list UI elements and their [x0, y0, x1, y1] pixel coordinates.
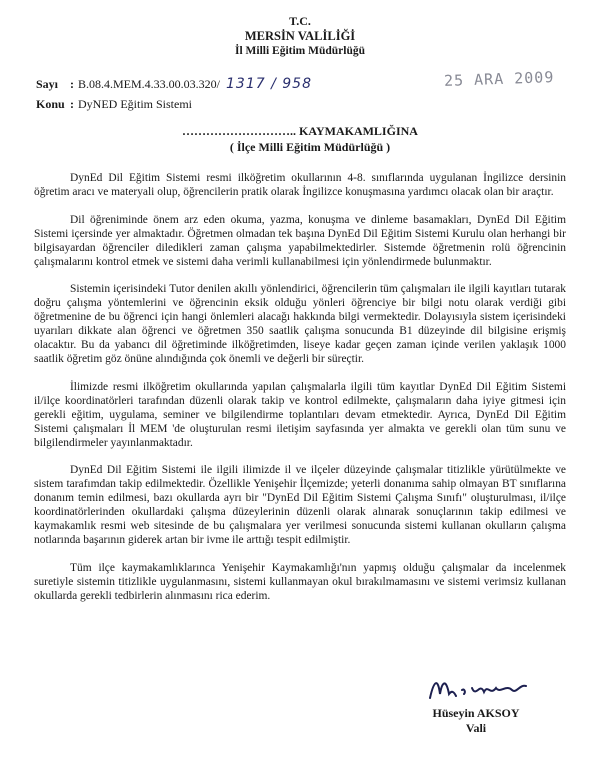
sayi-label: Sayı	[36, 77, 59, 91]
signature-block	[396, 672, 556, 736]
date-stamp: 25 ARA 2009	[443, 68, 555, 90]
konu-value: DyNED Eğitim Sistemi	[78, 97, 192, 111]
letterhead	[0, 14, 600, 59]
letter-body	[34, 172, 566, 618]
handwritten-signature	[416, 672, 536, 704]
paragraph: İlimizde resmi ilköğretim okullarında yapılan çalışmalarla ilgili tüm kayıtlar DynEd Dil Eğitim Sistemi il/ilçe koordinatörleri tarafından düzenli olarak takip ve kontrol edilmekte, çalışmaların daha iyiye gitmesi için gerekli eğitim, uygulama, seminer ve bilgilendirme toplantıları devam etmektedir. Ayrıca, DynEd Dil Eğitim Sistemi çalışmaları İl MEM 'de oluşturulan resmi iletişim sayfasında yer almakta ve gerekli olan tüm sunu ve bilgilendirmeler yayınlanmaktadır.	[34, 380, 566, 449]
paragraph: Tüm ilçe kaymakamlıklarınca Yenişehir Kaymakamlığı'nın yapmış olduğu çalışmalar da incelenmek suretiyle sistemin titizlikle uygulanmasını, sistemi kullanmayan okul bırakılmamasını ve sistemi verimsiz kullanan okullarda gerekli tedbirlerin alınmasını rica ederim.	[34, 561, 566, 602]
letterhead-directorate: İl Milli Eğitim Müdürlüğü	[234, 45, 366, 57]
paragraph: DynEd Dil Eğitim Sistemi ile ilgili ilimizde il ve ilçeler düzeyinde çalışmalar titizlikle yürütülmekte ve sistem tarafımdan takip edilmektedir. Özellikle Yenişehir İlçemizde; yeterli donanıma sahip olmayan BT sınıflarına donanım temin edilmesi, bazı okullarda ayrı bir "DynEd Dil Eğitim Sistemi Çalışma Sınıfı" oluşturulması, il/ilçe koordinatörlerinden okullardaki çalışma düzeylerinin düzenli olarak alınarak sonuçlarının takip edilmesi ve kaymakamlık resmi web sitesinde de bu çalışmalara yer verilmesi sonucunda sistemi kullanan okulların çalışma notlarında başarının giderek artan bir ivme ile arttığı tespit edilmiştir.	[34, 464, 566, 546]
addressee-line: ……………………….. KAYMAKAMLIĞINA	[182, 124, 418, 138]
sayi-value: B.08.4.MEM.4.33.00.03.320/	[78, 77, 221, 91]
signatory-name: Hüseyin AKSOY	[432, 706, 520, 720]
signatory-title: Vali	[465, 721, 487, 735]
handwritten-number: 1317 / 958	[226, 76, 312, 92]
subject-row: Konu : DyNED Eğitim Sistemi	[36, 97, 192, 111]
konu-label: Konu	[36, 97, 65, 111]
paragraph: Dil öğreniminde önem arz eden okuma, yazma, konuşma ve dinleme basamakları, DynEd Dil Eğitim Sistemi içersinde yer almaktadır. Öğretmen olmadan tek başına DynEd Dil Eğitim Sistemi Kurulu olan herhangi bir bilgisayardan öğrenciler diledikleri zaman çalışma yapabilmektedirler. Sistemde öğretmenin rolü öğrencinin çalışmalarını kontrol etmek ve sistemi daha verimli kullanabilmesi için yönlendirmede bulunmaktır.	[34, 213, 566, 268]
addressee	[0, 124, 600, 155]
reference-number-row: Sayı : B.08.4.MEM.4.33.00.03.320/ 1317 / 958	[36, 76, 312, 92]
letterhead-governorship: MERSİN VALİLİĞİ	[244, 29, 356, 43]
letterhead-tc: T.C.	[289, 14, 311, 28]
addressee-subline: ( İlçe Milli Eğitim Müdürlüğü )	[229, 140, 391, 154]
paragraph: Sistemin içerisindeki Tutor denilen akıllı yönlendirici, öğrencilerin tüm çalışmaları ile ilgili kayıtları tutarak doğru çalışma yöntemlerini ve öğrencinin eksik olduğu yönleri öğrenciye bir bilgi notu olarak verdiği gibi öğretmenine de bu öğrenci için hangi önlemleri alacağı hakkında bilgi vermektedir. Dolayısıyla sistem içerisindeki uyarıları dikkate alan öğrenci ve öğretmen 350 saatlik çalışma sonucunda B1 düzeyinde dil bilgisine erişmiş olacaktır. Bu da yabancı dil öğretiminde ilköğretimden, liseye kadar geçen zaman içinde verilen yaklaşık 1000 saatlik öğretim göz önüne alındığında çok önemli ve değerli bir süreçtir.	[34, 283, 566, 365]
paragraph: DynEd Dil Eğitim Sistemi resmi ilköğretim okullarının 4-8. sınıflarında uygulanan İngilizce dersinin öğretim aracı ve materyali olup, öğrencilerin pratik olarak İngilizce konuşmasına yardımcı olacak olan bir araçtır.	[34, 172, 566, 198]
